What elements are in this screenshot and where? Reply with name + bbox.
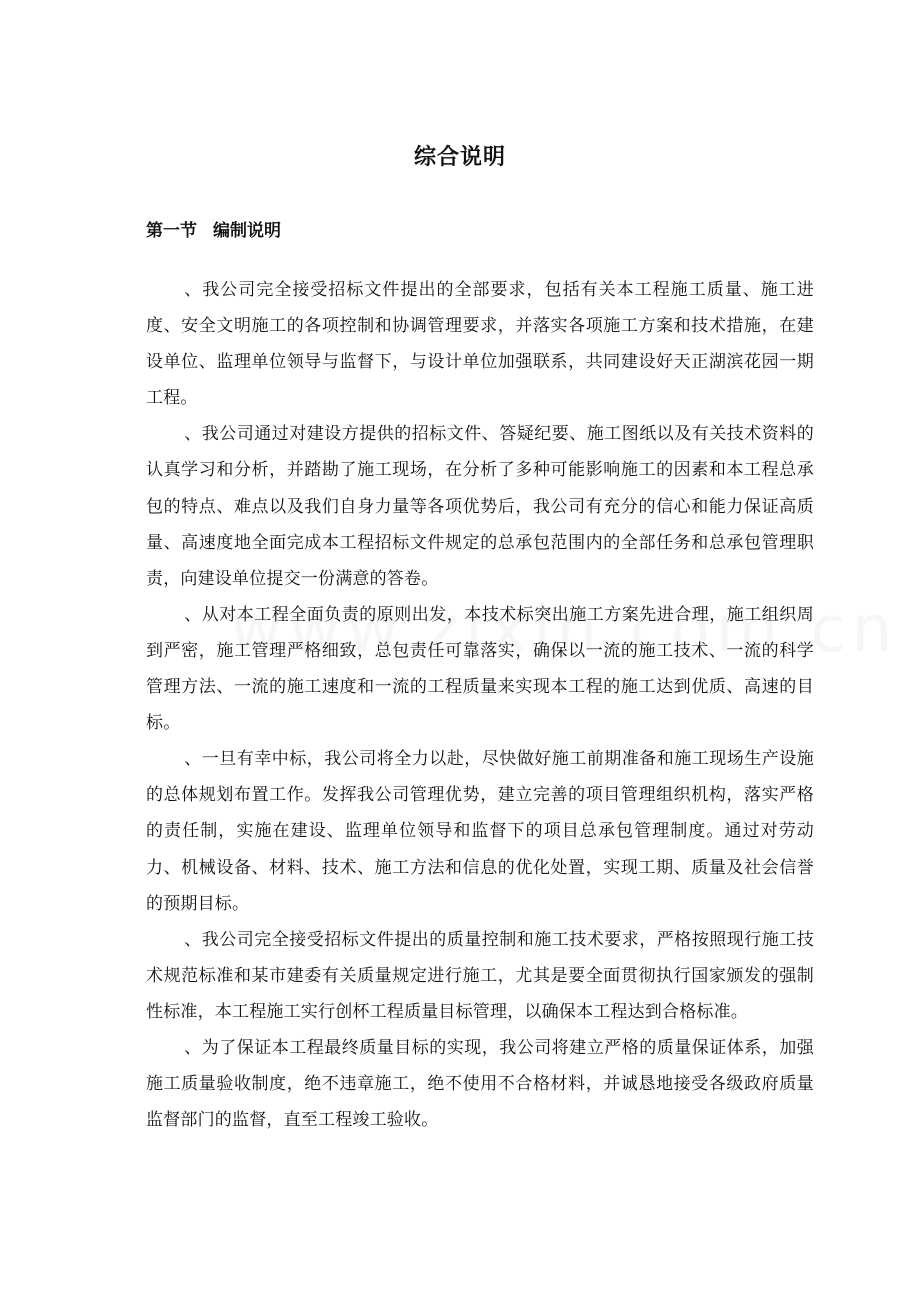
body-text (146, 272, 814, 1138)
paragraph: 、我公司完全接受招标文件提出的质量控制和施工技术要求，严格按照现行施工技术规范标准和某市建委有关质量规定进行施工，尤其是要全面贯彻执行国家颁发的强制性标准，本工程施工实行创杯工程质量目标管理，以确保本工程达到合格标准。 (146, 929, 814, 1022)
paragraph: 、从对本工程全面负责的原则出发，本技术标突出施工方案先进合理，施工组织周到严密，施工管理严格细致，总包责任可靠落实，确保以一流的施工技术、一流的科学管理方法、一流的施工速度和一流的工程质量来实现本工程的施工达到优质、高速的目标。 (146, 604, 814, 734)
paragraph: 、为了保证本工程最终质量目标的实现，我公司将建立严格的质量保证体系，加强施工质量验收制度，绝不违章施工，绝不使用不合格材料，并诚恳地接受各级政府质量监督部门的监督，直至工程竣工验收。 (146, 1037, 814, 1131)
section-heading (146, 214, 281, 248)
page-title: 综合说明 (413, 145, 506, 170)
section-number: 第一节 (146, 221, 197, 241)
paragraph: 、一旦有幸中标，我公司将全力以赴，尽快做好施工前期准备和施工现场生产设施的总体规划布置工作。发挥我公司管理优势，建立完善的项目管理组织机构，落实严格的责任制，实施在建设、监理单位领导和监督下的项目总承包管理制度。通过对劳动力、机械设备、材料、技术、施工方法和信息的优化处置，实现工期、质量及社会信誉的预期目标。 (146, 749, 814, 914)
paragraph: 、我公司完全接受招标文件提出的全部要求，包括有关本工程施工质量、施工进度、安全文明施工的各项控制和协调管理要求，并落实各项施工方案和技术措施，在建设单位、监理单位领导与监督下，与设计单位加强联系，共同建设好天正湖滨花园一期工程。 (146, 280, 814, 409)
section-title: 编制说明 (213, 221, 281, 241)
paragraph: 、我公司通过对建设方提供的招标文件、答疑纪要、施工图纸以及有关技术资料的认真学习和分析，并踏勘了施工现场，在分析了多种可能影响施工的因素和本工程总承包的特点、难点以及我们自身力量等各项优势后，我公司有充分的信心和能力保证高质量、高速度地全面完成本工程招标文件规定的总承包范围内的全部任务和总承包管理职责，向建设单位提交一份满意的答卷。 (146, 424, 814, 589)
